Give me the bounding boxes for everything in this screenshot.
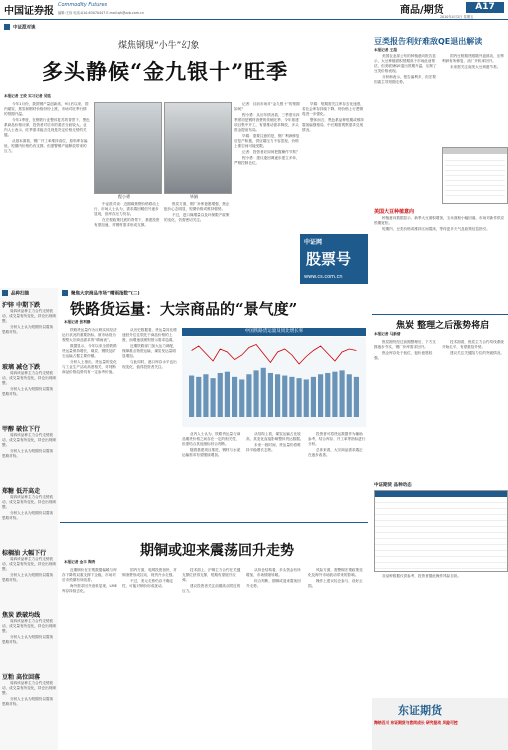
right-table-header	[443, 148, 507, 154]
bottom-col-1: 近期铜价在宏观数据偏暖与库存下降的双重支撑下企稳，市场对后市预期有所改善。 海外需求回升迹象显现，LME库存持续去化。	[62, 568, 117, 593]
right-bottom-text: 各品种数据仅供参考，投资者据此操作风险自担。	[382, 574, 462, 578]
lead-paragraph: 今年1月份，我国钢产量创新高，9月后以来，国内煤炭、焦炭和钢材价格纷纷上涨，市场对旺季行情的预期升温。	[4, 102, 89, 116]
masthead-logo: 中国证券报	[4, 6, 54, 17]
photo-1	[94, 102, 162, 194]
sidebar-item	[2, 362, 56, 422]
chart-bar	[239, 379, 244, 417]
ad-label: 股票号	[306, 250, 352, 268]
sidebar-item	[2, 610, 56, 670]
bottom-col-4: 从持仓结构看，多头资金有所增加，市场情绪转暖。 综合判断，期铜或迎来震荡回升走势。	[246, 568, 301, 588]
page-number: A17	[466, 2, 504, 13]
sidebar-item	[2, 548, 56, 608]
bottom-col-5: 风险方面，需警惕宏观政策变化及海外市场波动带来的影响。 操作上建议轻仓参与，设好止损。	[308, 568, 363, 588]
sidebar-title	[2, 290, 29, 297]
bottom-story	[60, 522, 368, 750]
bottom-ad-tagline: 海纳百川 东证期货与您同成长 研究驱动 风险可控	[374, 720, 458, 725]
bottom-byline: 本报记者 金丰 陶秀	[64, 560, 96, 564]
masthead-date: 2010年4月2日 星期五	[440, 15, 474, 19]
rail-col-2: 从历史数据看，货运量同比增速回升往往领先于商品价格的上涨，而增速放缓则预示需求趋弱。 近期铁路部门加大运力调配，保障重点物资运输，煤炭发运量明显增加。 与此同时，港口库存水平也出现变化，值得投资者关注。	[122, 328, 177, 369]
top-story-col-2: 焦炭方面，钢厂补库意愿增强，焦企挺价心态明显，短期价格或维持强势。 不过，进口煤增量以及环保限产政策的变化，仍需密切关注。	[164, 202, 230, 222]
sidebar-item-title: 棕榈油 大幅下行	[2, 550, 47, 557]
data-table	[374, 490, 508, 572]
chart-svg	[182, 337, 366, 427]
sidebar	[0, 288, 58, 750]
right-divider	[372, 314, 508, 315]
right-mid-col-2: 技术面看，焦炭主力合约均线系统开始走平，有望重拾升势。 建议关注关键阻力位的突破情况。	[442, 340, 504, 355]
chart-bar	[282, 376, 287, 417]
top-story-byline: 本报记者 王姣 实习记者 吴铭	[4, 94, 51, 98]
photo-caption-1: 程小勇	[118, 194, 130, 199]
right-table-body	[445, 156, 505, 200]
rail-kicker-text: 聚焦大宗商品市场“晴雨指数”(二)	[71, 291, 140, 297]
sidebar-item-title: 玻璃 减仓下跌	[2, 364, 41, 371]
masthead-tag: Commodity Futures	[58, 2, 108, 8]
sidebar-title-text: 品种扫描	[11, 291, 29, 297]
rail-chart	[182, 328, 366, 428]
right-top-col-3: 种植意向数据显示，新季大豆面积增加，玉米面积小幅回落，市场对新作供应预期宽松。 短期内，豆类价格或维持区间震荡，等待更多天气及政策信息指引。	[374, 216, 505, 231]
sidebar-item-body: 周四该品种主力合约走势波动，成交量有所变化，持仓出现调整。 分析人士认为短期仍以震荡思路对待。	[2, 681, 56, 706]
rail-col-5: 投资者可将货运数据作为辅助参考，结合库存、开工率等指标进行分析。 总体来看，大宗商品需求端正在逐步改善。	[308, 432, 366, 457]
chart-bar	[275, 374, 280, 417]
chart-bar	[254, 370, 259, 417]
chart-bar	[203, 374, 208, 417]
ad-block	[300, 234, 368, 284]
data-table-body	[375, 497, 507, 571]
chart-bar	[268, 373, 273, 417]
chart-bg	[182, 337, 366, 427]
sidebar-item-title: 沪锌 中期下跌	[2, 302, 41, 309]
chart-bar	[311, 377, 316, 417]
sidebar-item-title: 郑糖 低开高走	[2, 488, 41, 495]
sidebar-item-body: 周四该品种主力合约走势波动，成交量有所变化，持仓出现调整。 分析人士认为短期仍以震荡思路对待。	[2, 433, 56, 458]
chart-bar	[225, 372, 230, 417]
ad-url[interactable]: www.cs.com.cn	[304, 274, 343, 280]
top-story-kicker	[4, 24, 36, 31]
chart-bar	[261, 368, 266, 417]
sidebar-item-body: 周四该品种主力合约走势波动，成交量有所变化，持仓出现调整。 分析人士认为短期仍以震荡思路对待。	[2, 619, 56, 644]
right-mid-byline: 本报记者 马新倩	[374, 332, 401, 336]
bottom-col-2: 国内方面，电网投资加快，对铜消费形成拉动，现货升水走强。 不过，美元走势仍存不确定性，可能对铜价形成扰动。	[122, 568, 177, 588]
right-column	[372, 22, 508, 750]
chart-bar	[325, 373, 330, 417]
sidebar-item	[2, 672, 56, 732]
top-story-col-1: 中证派对谈：近期煤焦钢价格联动上行，市场人士认为，需求端回暖信号逐步显现，但库存压力仍存。 在宏观政策托底的背景下，基建投资有望加速，对钢材需求形成支撑。	[94, 202, 160, 227]
chart-bar	[297, 378, 302, 417]
sidebar-item-body: 周四该品种主力合约走势波动，成交量有所变化，持仓出现调整。 分析人士认为短期仍以震荡思路对待。	[2, 371, 56, 396]
rail-col-4: 从结构上看，煤炭运输占比较高，其变化直接影响整体货运数据。 未来一段时间，货运量仍将维持平稳增长态势。	[246, 432, 304, 452]
top-story-headline: 多头静候“金九银十”旺季	[42, 59, 289, 84]
sidebar-item-title: 焦炭 跌破均线	[2, 612, 41, 619]
chart-bar	[211, 378, 216, 417]
top-story	[0, 22, 368, 284]
right-table	[442, 147, 508, 204]
right-top-col-2: 国内豆粕期货跟随外盘波动，压榨利润有所修复，油厂开机率回升。 未来需关注南美大豆到港节奏。	[442, 54, 504, 69]
sidebar-item-title: 豆粕 高位回落	[2, 674, 41, 681]
table-section-title: 中证期货 品种动态	[374, 483, 412, 488]
chart-bar	[189, 376, 194, 417]
chart-bar	[332, 372, 337, 417]
chart-bar	[289, 377, 294, 417]
chart-bar	[246, 374, 251, 417]
photo-caption-2: 毕娟	[190, 194, 198, 199]
masthead-rule	[0, 19, 508, 20]
rail-kicker	[62, 290, 140, 297]
right-top-headline: 豆类报告利好难敌QE退出解读	[374, 37, 483, 46]
masthead	[0, 0, 508, 20]
top-story-col-4: 毕娟：短期需关注库存去化速度，若社会库存持续下降，则价格上行逻辑将进一步强化。 整体而言，黑色系品种短期或维持震荡偏强格局，中长期需观察需求兑现情况。	[302, 102, 364, 132]
bottom-rule	[60, 522, 368, 523]
rail-col-1: 铁路货运量作为反映实体经济运行状况的重要指标，被市场视为观察大宗商品需求的“晴雨表”。 数据显示，今年以来全国铁路货运量保持增长，煤炭、钢铁及矿石运输占据主要份额。 分析人士指出，货运量的变化与工业生产活动高度相关，对判断商品价格趋势具有一定参考价值。	[62, 328, 117, 374]
section-label: 商品/期货	[400, 5, 444, 16]
chart-bar	[354, 377, 359, 417]
rail-story	[60, 288, 368, 520]
chart-title: 中国铁路货运量及同比增长率	[182, 328, 366, 336]
bottom-headline: 期铜或迎来震荡回升走势	[140, 543, 294, 559]
sidebar-item	[2, 300, 56, 360]
top-story-lead: 今年1月份，我国钢产量创新高，9月后以来，国内煤炭、焦炭和钢材价格纷纷上涨，市场对旺季行情的预期升温。 今年1季度，在钢铁行业整体复苏的背景下，黑色系商品价格反弹，投资者对后市的看法分歧较大。业内人士表示，旺季需求能否兑现是决定价格走势的关键。 从基本面看，钢厂开工率维持高位，原料库存偏低，短期内价格仍有支撑，但需警惕产能释放带来的压力。	[4, 102, 90, 153]
bottom-ad	[372, 698, 508, 750]
chart-bar	[218, 373, 223, 417]
rail-headline: 铁路货运量：大宗商品的“景气度”	[70, 300, 298, 318]
right-top-section: 美国大豆种植意向	[374, 209, 415, 215]
right-top-col-1: 美国农业部公布的种植意向报告显示，大豆种植面积预期高于市场此前预估，但美联储QE退出预期升温，压制了豆类价格表现。 分析师表示，报告偏利多，但宏观因素主导短期走势。	[374, 54, 437, 84]
ad-brand: 中证网	[304, 239, 323, 246]
rail-byline: 本报记者 张利静	[64, 320, 91, 324]
bottom-ad-logo: 东证期货	[398, 704, 442, 717]
photo-2	[164, 102, 232, 194]
sidebar-item	[2, 486, 56, 546]
kicker-text: 中证派对谈	[13, 25, 36, 31]
sidebar-item-body: 周四该品种主力合约走势波动，成交量有所变化，持仓出现调整。 分析人士认为短期仍以震荡思路对待。	[2, 495, 56, 520]
chart-bar	[232, 377, 237, 417]
masthead-info: 编辑:王伟 电话:010-63070447 E-mail:qh@zzb.com.cn	[58, 11, 144, 15]
top-story-col-3: 记者：目前市场对“金九银十”的预期如何？ 程小勇：从历年情况看，三季度末四季度初是钢材消费的传统旺季，今年基建项目集中开工，有望推动需求释放，多头资金提前布局。 毕娟：需要注意的是，钢厂利润修复后复产积极，供应端压力不容忽视，价格上涨空间可能受限。 记者：投资者应如何把握操作节奏？ 程小勇：建议逢回调逐步建立多单，严格控制仓位。	[234, 102, 300, 165]
sidebar-item-body: 周四该品种主力合约走势波动，成交量有所变化，持仓出现调整。 分析人士认为短期仍以震荡思路对待。	[2, 557, 56, 582]
chart-bar	[318, 374, 323, 417]
bottom-col-3: 技术面上，沪铜主力合约在关键支撑位获得支撑，短期有望展开反弹。 建议投资者关注前期高点附近的压力。	[182, 568, 241, 593]
sidebar-item-body: 周四该品种主力合约走势波动，成交量有所变化，持仓出现调整。 分析人士认为短期仍以震荡思路对待。	[2, 309, 56, 334]
chart-bar	[347, 374, 352, 417]
chart-bar	[304, 379, 309, 417]
top-story-subhead: 煤焦钢现“小牛”幻象	[118, 41, 200, 51]
rail-col-3: 业内人士认为，铁路货运量与商品期货价格之间存在一定的相关性，但需结合其他指标综合判断。 随着基建项目推进，钢材与水泥运输需求有望继续增加。	[182, 432, 241, 457]
sidebar-item-title: 甲醇 破位下行	[2, 426, 41, 433]
right-mid-headline: 焦炭 整理之后涨势将启	[396, 321, 490, 331]
sidebar-item	[2, 424, 56, 484]
chart-bar	[196, 377, 201, 417]
right-mid-col-1: 焦炭期货经过前期整理后，下方支撑逐步夯实，钢厂补库需求回升。 焦企库存处于低位，挺价意愿较强。	[374, 340, 436, 360]
chart-bar	[340, 370, 345, 417]
right-top-byline: 本报记者 王超	[374, 48, 397, 52]
